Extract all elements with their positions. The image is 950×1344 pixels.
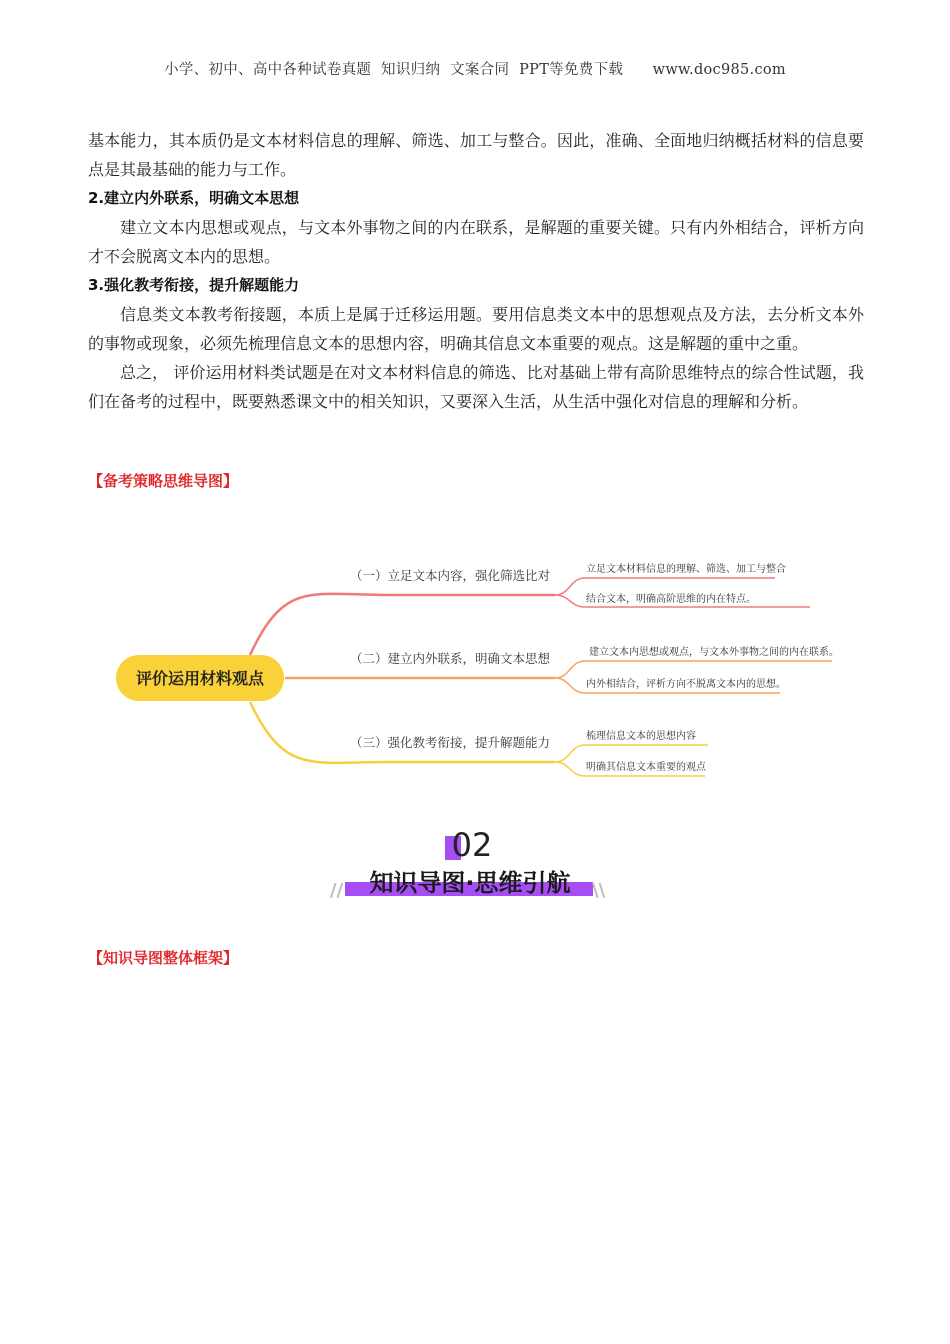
mindmap-leaf-2-1: 建立文本内思想或观点，与文本外事物之间的内在联系。 — [589, 647, 839, 658]
mindmap-branch-2-label: （二）建立内外联系，明确文本思想 — [350, 651, 551, 666]
mindmap-root-label: 评价运用材料观点 — [135, 669, 265, 688]
mindmap-leaf-2-2: 内外相结合，评析方向不脱离文本内的思想。 — [586, 679, 786, 690]
page-header: 小学、初中、高中各种试卷真题 知识归纳 文案合同 PPT等免费下载 www.doc985.com — [164, 62, 786, 78]
heading-2: 2.建立内外联系，明确文本思想 — [88, 189, 300, 207]
heading-3: 3.强化教考衔接，提升解题能力 — [88, 276, 300, 294]
banner-right-slashes-icon: \\ — [592, 880, 606, 901]
paragraph-3: 信息类文本教考衔接题，本质上是属于迁移运用题。要用信息类文本中的思想观点及方法，去分析文本外的事物或现象，必须先梳理信息文本的思想内容，明确其信息文本重要的观点。这是解题的重中之重。 — [88, 305, 864, 353]
knowledge-framework-title: 【知识导图整体框架】 — [88, 949, 239, 967]
banner-left-slashes-icon: // — [330, 880, 344, 901]
mindmap-branch-line-1 — [250, 594, 555, 655]
strategy-mindmap-title: 【备考策略思维导图】 — [88, 472, 239, 490]
banner-title: 知识导图·思维引航 — [369, 869, 571, 897]
paragraph-2: 建立文本内思想或观点，与文本外事物之间的内在联系，是解题的重要关键。只有内外相结合，评析方向才不会脱离文本内的思想。 — [88, 218, 864, 266]
mindmap-leaf-1-2: 结合文本，明确高阶思维的内在特点。 — [586, 594, 756, 605]
mindmap-leaf-3-2: 明确其信息文本重要的观点 — [586, 762, 706, 773]
mindmap — [100, 540, 860, 800]
banner-number: 02 — [451, 826, 493, 864]
mindmap-branch-line-3 — [250, 702, 555, 763]
section-banner — [320, 820, 620, 910]
body-text — [88, 126, 864, 416]
mindmap-leaf-3-1: 梳理信息文本的思想内容 — [586, 731, 696, 742]
mindmap-branch-3-label: （三）强化教考衔接，提升解题能力 — [350, 735, 551, 750]
mindmap-branch-1-label: （一）立足文本内容，强化筛选比对 — [350, 568, 551, 583]
mindmap-leaf-1-1: 立足文本材料信息的理解、筛选、加工与整合 — [586, 564, 786, 575]
paragraph-1: 基本能力，其本质仍是文本材料信息的理解、筛选、加工与整合。因此，准确、全面地归纳概括材料的信息要点是其最基础的能力与工作。 — [88, 131, 864, 179]
paragraph-4: 总之， 评价运用材料类试题是在对文本材料信息的筛选、比对基础上带有高阶思维特点的综合性试题，我们在备考的过程中，既要熟悉课文中的相关知识，又要深入生活，从生活中强化对信息的理解和分析。 — [88, 363, 864, 411]
